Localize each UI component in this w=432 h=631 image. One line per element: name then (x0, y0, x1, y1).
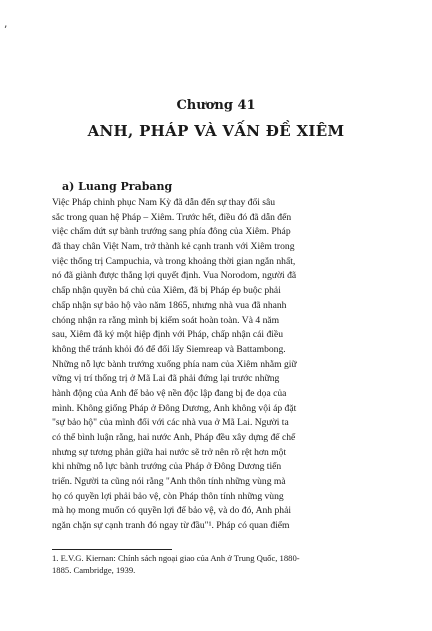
body-line: sắc trong quan hệ Pháp – Xiêm. Trước hết, điều đó đã dẫn đến (52, 211, 292, 223)
body-line: hành động của Anh để bảo vệ nền độc lập đang bị đe dọa của (52, 387, 287, 399)
section-heading: a) Luang Prabang (62, 180, 173, 193)
body-line: mà họ mong muốn có quyền lợi để bảo vệ, và do đó, Anh phải (52, 505, 292, 517)
footnotes (52, 552, 390, 576)
body-line: Những nỗ lực bành trướng xuống phía nam của Xiêm nhằm giữ (52, 358, 297, 370)
body-line: ngăn chặn sự cạnh tranh đó ngay từ đầu"¹. Pháp có quan điểm (52, 520, 290, 532)
body-line: Việc Pháp chinh phục Nam Kỳ đã dẫn đến sự thay đổi sâu (52, 197, 276, 208)
body-line: khi những nỗ lực bành trướng của Pháp ở Đông Dương tiến (52, 461, 282, 473)
body-line: đã thay chân Việt Nam, trở thành kẻ cạnh tranh với Xiêm trong (52, 241, 295, 253)
body-line: nhưng sự tương phản giữa hai nước sẽ trở nên rõ rệt hơn một (52, 446, 287, 458)
body-line: "sự bảo hộ" của mình đối với các nhà vua ở Mã Lai. Người ta (52, 417, 289, 429)
body-line: việc chấm dứt sự bành trướng sang phía đông của Xiêm. Pháp (52, 226, 291, 238)
body-line: chóng nhận ra rằng mình bị kiểm soát hoàn toàn. Và 4 năm (52, 314, 280, 326)
body-line: nó đã giành được thắng lợi quyết định. Vua Norodom, người đã (52, 270, 297, 282)
body-line: mình. Không giống Pháp ở Đông Dương, Anh không vội áp đặt (52, 402, 297, 414)
body-line: sau, Xiêm đã ký một hiệp định với Pháp, chấp nhận cái điều (52, 329, 284, 341)
footnote-line: 1885. Cambridge, 1939. (52, 565, 136, 575)
body-line: triển. Người ta cũng nói rằng "Anh thôn tính những vùng mà (52, 476, 286, 488)
body-line: việc thống trị Campuchia, và trong khoảng thời gian ngắn nhất, (52, 255, 296, 267)
body-line: chấp nhận quyền bá chủ của Xiêm, đã bị Pháp ép buộc phải (52, 285, 281, 297)
page-corner-mark: ’ (4, 25, 8, 36)
footnote-divider (52, 549, 172, 550)
body-line: có thể bình luận rằng, hai nước Anh, Pháp đều xây dựng để chế (52, 432, 296, 443)
footnote-line: 1. E.V.G. Kiernan: Chính sách ngoại giao của Anh ở Trung Quốc, 1880- (52, 553, 300, 563)
body-paragraph (52, 196, 390, 534)
body-line: không thể tránh khỏi đó để đổi lấy Siemreap và Battambong. (52, 343, 286, 355)
body-line: vững vị trí thống trị ở Mã Lai đã phải đứng lại trước những (52, 373, 280, 385)
body-line: họ có quyền lợi phải bảo vệ, còn Pháp thôn tính những vùng (52, 490, 284, 502)
chapter-number: Chương 41 (176, 98, 256, 113)
body-line: chấp nhận sự bảo hộ vào năm 1865, nhưng nhà vua đã nhanh (52, 299, 287, 311)
chapter-title: ANH, PHÁP VÀ VẤN ĐỀ XIÊM (87, 122, 345, 140)
